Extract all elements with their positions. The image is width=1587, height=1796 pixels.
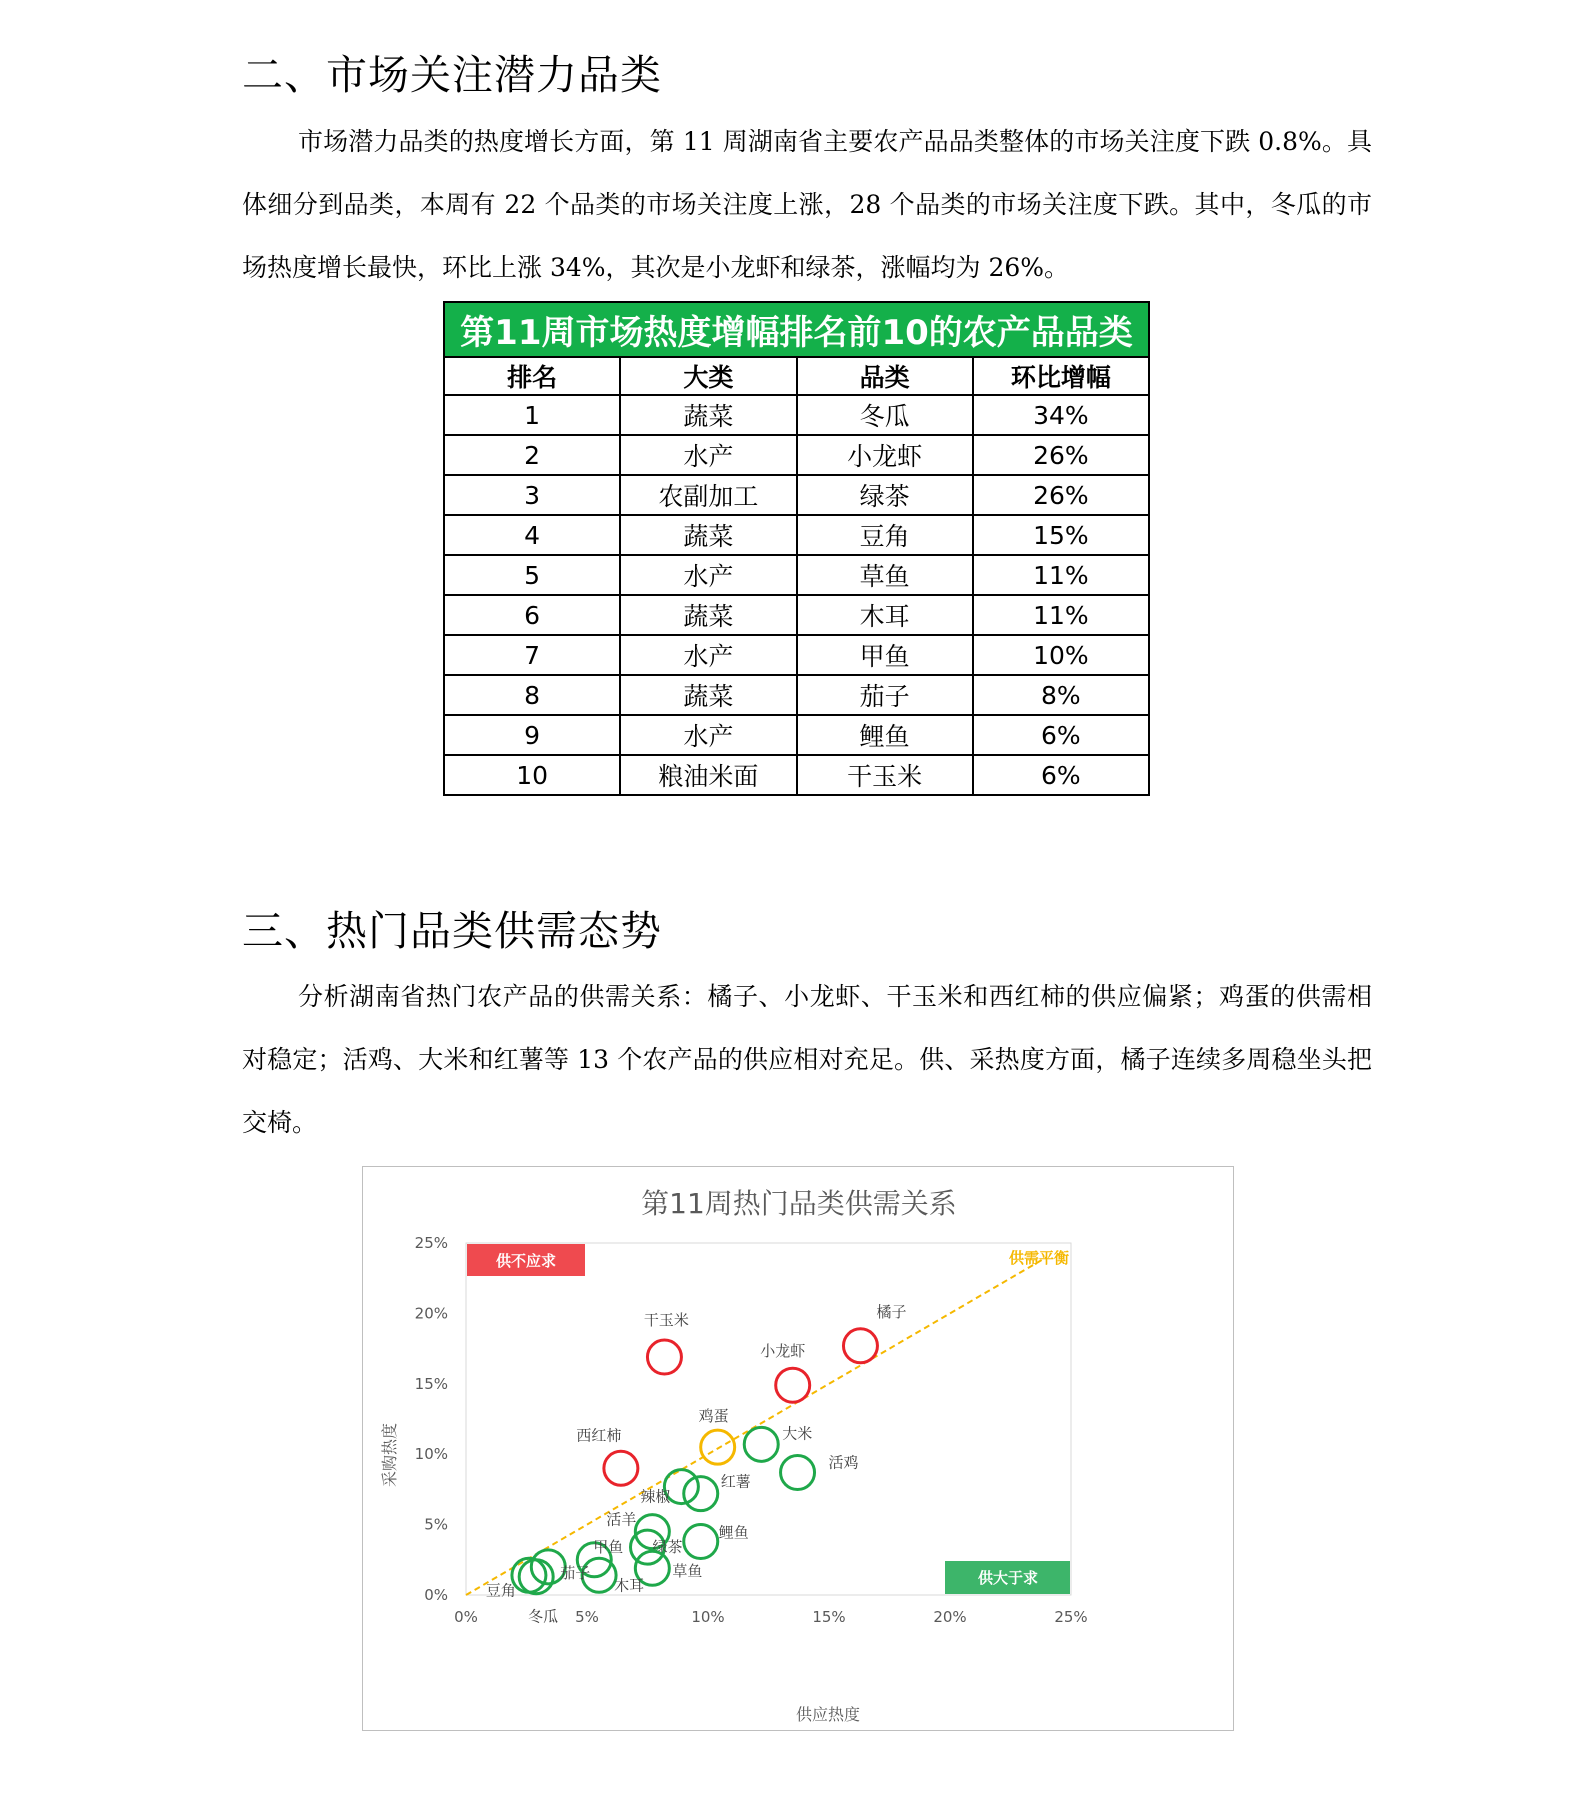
point-label: 西红柿	[576, 1426, 622, 1445]
surplus-zone-label: 供大于求	[977, 1569, 1039, 1587]
point-label: 红薯	[720, 1472, 751, 1491]
cell-product: 干玉米	[797, 755, 973, 795]
point-label: 冬瓜	[528, 1607, 559, 1626]
cell-growth: 11%	[973, 555, 1149, 595]
section2-paragraph: 市场潜力品类的热度增长方面，第 11 周湖南省主要农产品品类整体的市场关注度下跌 0.8%。具体细分到品类，本周有 22 个品类的市场关注度上涨，28 个品类的市场关注度下跌。其中，冬瓜的市场热度增长最快，环比上涨 34%，其次是小龙虾和绿茶，涨幅均为 26%。	[242, 127, 1372, 282]
cell-growth: 6%	[973, 715, 1149, 755]
x-tick-label: 10%	[691, 1608, 725, 1626]
cell-product: 木耳	[797, 595, 973, 635]
point-label: 活鸡	[828, 1453, 859, 1472]
point-鸡蛋	[701, 1430, 735, 1464]
table-row	[444, 595, 1149, 635]
point-小龙虾	[776, 1368, 810, 1402]
cell-category: 水产	[620, 715, 796, 755]
cell-product: 绿茶	[797, 475, 973, 515]
cell-rank: 1	[444, 395, 620, 435]
point-label: 鲤鱼	[718, 1523, 749, 1542]
cell-product: 小龙虾	[797, 435, 973, 475]
x-tick-label: 15%	[812, 1608, 846, 1626]
cell-rank: 4	[444, 515, 620, 555]
x-tick-label: 20%	[933, 1608, 967, 1626]
point-label: 橘子	[876, 1302, 907, 1321]
cell-category: 粮油米面	[620, 755, 796, 795]
x-tick-label: 5%	[575, 1608, 599, 1626]
cell-growth: 8%	[973, 675, 1149, 715]
point-label: 大米	[782, 1424, 813, 1443]
balance-line-label: 供需平衡	[1008, 1249, 1069, 1267]
cell-rank: 3	[444, 475, 620, 515]
table-header-row	[444, 357, 1149, 395]
cell-product: 甲鱼	[797, 635, 973, 675]
cell-growth: 26%	[973, 475, 1149, 515]
cell-product: 茄子	[797, 675, 973, 715]
header-category: 大类	[620, 357, 796, 395]
header-rank: 排名	[444, 357, 620, 395]
table-row	[444, 395, 1149, 435]
cell-rank: 7	[444, 635, 620, 675]
cell-product: 鲤鱼	[797, 715, 973, 755]
cell-product: 豆角	[797, 515, 973, 555]
cell-category: 蔬菜	[620, 395, 796, 435]
point-橘子	[843, 1329, 877, 1363]
table-row	[444, 515, 1149, 555]
point-label: 豆角	[485, 1581, 516, 1600]
point-label: 辣椒	[640, 1487, 671, 1506]
cell-rank: 9	[444, 715, 620, 755]
point-鲤鱼	[684, 1524, 718, 1558]
cell-rank: 2	[444, 435, 620, 475]
cell-product: 冬瓜	[797, 395, 973, 435]
cell-growth: 10%	[973, 635, 1149, 675]
point-西红柿	[604, 1451, 638, 1485]
header-growth: 环比增幅	[973, 357, 1149, 395]
x-tick-label: 0%	[454, 1608, 478, 1626]
cell-growth: 34%	[973, 395, 1149, 435]
point-label: 活羊	[606, 1510, 637, 1529]
x-tick-label: 25%	[1054, 1608, 1088, 1626]
y-tick-label: 20%	[414, 1304, 448, 1323]
table-title: 第11周市场热度增幅排名前10的农产品品类	[444, 302, 1149, 357]
point-干玉米	[647, 1340, 681, 1374]
point-label: 干玉米	[643, 1311, 689, 1330]
section3-paragraph: 分析湖南省热门农产品的供需关系：橘子、小龙虾、干玉米和西红柿的供应偏紧；鸡蛋的供需相对稳定；活鸡、大米和红薯等 13 个农产品的供应相对充足。供、采热度方面，橘子连续多周稳坐头把交椅。	[242, 982, 1372, 1137]
point-活鸡	[781, 1456, 815, 1490]
y-tick-label: 10%	[414, 1445, 448, 1464]
balance-line	[466, 1257, 1047, 1595]
point-label: 草鱼	[672, 1562, 703, 1581]
cell-growth: 15%	[973, 515, 1149, 555]
chart-canvas	[363, 1167, 1235, 1732]
chart-title: 第11周热门品类供需关系	[641, 1187, 957, 1220]
cell-category: 蔬菜	[620, 595, 796, 635]
ranking-table	[443, 301, 1150, 796]
table-row	[444, 435, 1149, 475]
table-row	[444, 715, 1149, 755]
cell-product: 草鱼	[797, 555, 973, 595]
header-product: 品类	[797, 357, 973, 395]
y-tick-label: 25%	[414, 1234, 448, 1252]
supply-demand-chart	[362, 1166, 1234, 1731]
y-tick-label: 0%	[424, 1586, 448, 1604]
section3-heading: 三、热门品类供需态势	[242, 907, 662, 955]
point-label: 绿茶	[652, 1538, 683, 1557]
point-label: 木耳	[614, 1576, 645, 1595]
point-红薯	[684, 1477, 718, 1511]
table-row	[444, 755, 1149, 795]
cell-rank: 6	[444, 595, 620, 635]
table-row	[444, 475, 1149, 515]
x-axis-label: 供应热度	[795, 1705, 861, 1724]
shortage-zone-label: 供不应求	[495, 1252, 557, 1270]
point-豆角	[512, 1558, 546, 1592]
point-label: 甲鱼	[593, 1537, 624, 1556]
cell-rank: 10	[444, 755, 620, 795]
cell-growth: 11%	[973, 595, 1149, 635]
cell-category: 水产	[620, 555, 796, 595]
cell-category: 水产	[620, 635, 796, 675]
cell-category: 蔬菜	[620, 515, 796, 555]
cell-category: 农副加工	[620, 475, 796, 515]
table-row	[444, 675, 1149, 715]
cell-growth: 6%	[973, 755, 1149, 795]
y-tick-label: 5%	[424, 1515, 448, 1534]
point-label: 小龙虾	[760, 1342, 806, 1361]
point-大米	[744, 1427, 778, 1461]
cell-category: 蔬菜	[620, 675, 796, 715]
cell-rank: 5	[444, 555, 620, 595]
point-label: 鸡蛋	[698, 1407, 729, 1426]
table-row	[444, 555, 1149, 595]
point-label: 茄子	[560, 1563, 591, 1582]
cell-category: 水产	[620, 435, 796, 475]
section2-heading: 二、市场关注潜力品类	[242, 51, 662, 99]
y-tick-label: 15%	[414, 1374, 448, 1393]
y-axis-label: 采购热度	[380, 1422, 399, 1488]
cell-rank: 8	[444, 675, 620, 715]
cell-growth: 26%	[973, 435, 1149, 475]
table-row	[444, 635, 1149, 675]
